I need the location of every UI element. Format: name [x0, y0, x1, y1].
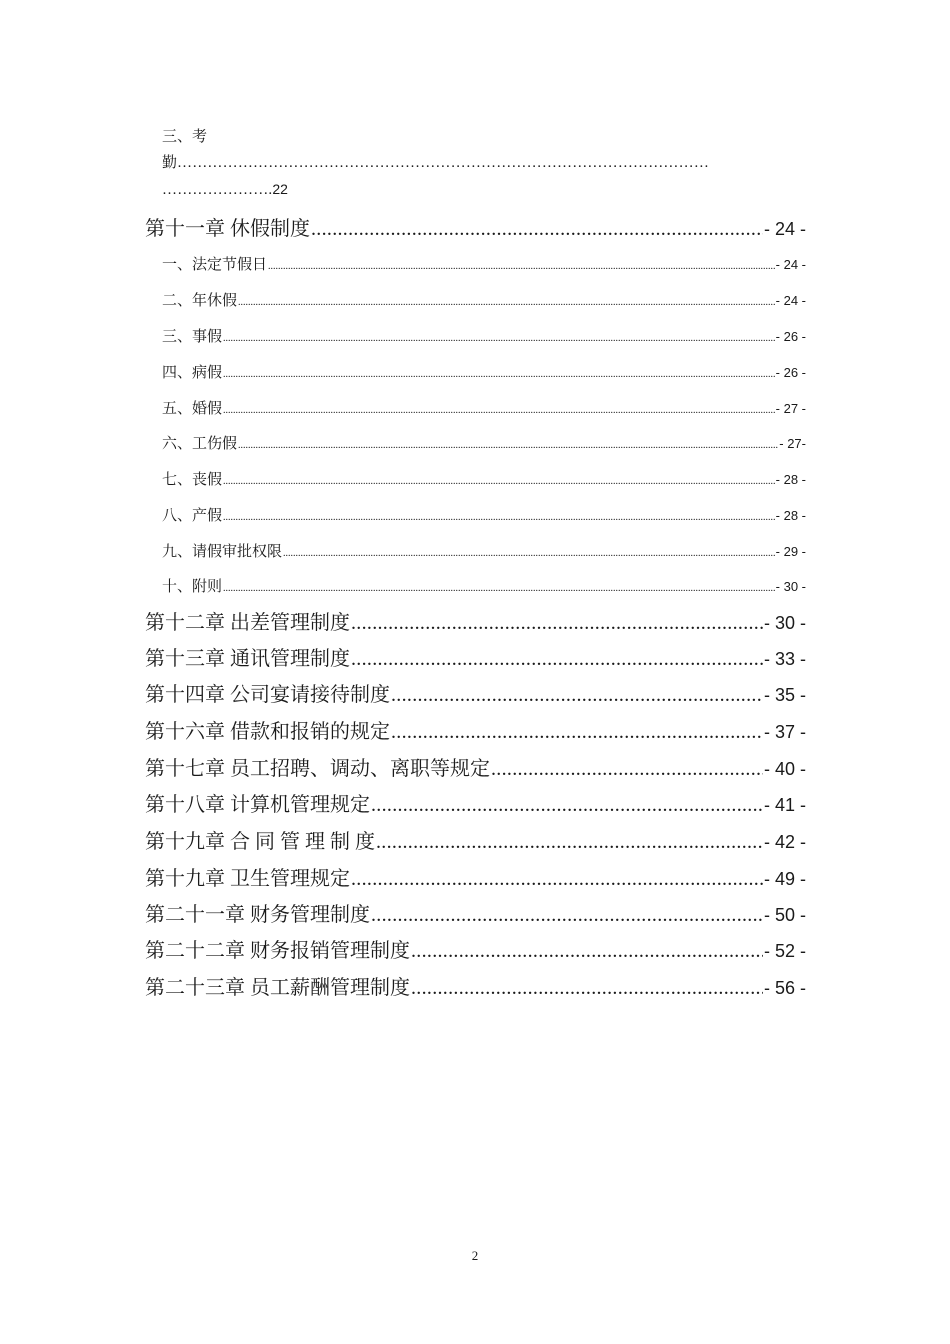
- toc-entry-label: 第十三章 通讯管理制度: [145, 648, 350, 670]
- toc-entry-line-3: [162, 176, 812, 202]
- toc-leader-dots: [376, 827, 763, 857]
- toc-entry[interactable]: [162, 540, 806, 564]
- toc-leader-dots: [351, 608, 763, 638]
- toc-page-number: - 33 -: [763, 649, 806, 669]
- toc-entry-label-start: 三、考: [162, 129, 208, 145]
- toc-entry-label: 第十一章 休假制度: [145, 218, 310, 240]
- toc-leader-dots: [391, 717, 763, 747]
- toc-entry[interactable]: [145, 936, 806, 966]
- toc-leader-dots: [238, 432, 778, 456]
- toc-entry-label: 第十九章 合 同 管 理 制 度: [145, 831, 375, 853]
- toc-entry[interactable]: [162, 253, 806, 277]
- toc-page-number: - 27 -: [775, 401, 806, 416]
- toc-leader-dots: [411, 936, 763, 966]
- toc-leader-dots: [351, 864, 763, 894]
- toc-leader-dots: [411, 973, 763, 1003]
- toc-page-number: - 35 -: [763, 685, 806, 705]
- toc-page-number: - 41 -: [763, 795, 806, 815]
- toc-leader-dots: [223, 504, 775, 528]
- toc-page-number: - 26 -: [775, 329, 806, 344]
- toc-leader-dots: [238, 289, 775, 313]
- toc-entry-label-end: 勤: [162, 155, 178, 171]
- toc-page-number: - 30 -: [763, 613, 806, 633]
- toc-entry-label: 第十二章 出差管理制度: [145, 612, 350, 634]
- toc-entry[interactable]: [145, 608, 806, 638]
- toc-entry[interactable]: [145, 644, 806, 674]
- toc-leader-dots: [283, 540, 775, 564]
- toc-leader-dots: [391, 680, 763, 710]
- toc-page-number: - 56 -: [763, 978, 806, 998]
- toc-page-number: - 28 -: [775, 508, 806, 523]
- toc-entry[interactable]: [145, 790, 806, 820]
- toc-page-number: - 24 -: [775, 293, 806, 308]
- toc-entry[interactable]: [162, 289, 806, 313]
- toc-entry-label: 第二十二章 财务报销管理制度: [145, 940, 410, 962]
- toc-entry[interactable]: [145, 973, 806, 1003]
- toc-entry[interactable]: [145, 864, 806, 894]
- toc-leader-dots: ……………………………………………………………………………………………: [177, 155, 710, 171]
- toc-page-number: - 28 -: [775, 472, 806, 487]
- toc-page-number: - 27-: [779, 436, 806, 451]
- toc-entry-label: 六、工伤假: [162, 436, 238, 452]
- toc-leader-dots: [223, 575, 775, 599]
- page-footer-number: 2: [471, 1248, 479, 1263]
- toc-entry[interactable]: [145, 214, 806, 244]
- toc-leader-dots: [223, 468, 775, 492]
- toc-entry-line-2: [162, 150, 812, 176]
- toc-entry[interactable]: [145, 827, 806, 857]
- toc-leader-dots: [223, 325, 775, 349]
- toc-entry-label: 八、产假: [162, 508, 223, 524]
- toc-leader-dots-continued: ………………….: [162, 182, 273, 198]
- toc-page-number: - 37 -: [763, 722, 806, 742]
- toc-page-number: - 24 -: [775, 257, 806, 272]
- toc-leader-dots: [371, 790, 763, 820]
- toc-entry-attendance[interactable]: [162, 124, 812, 202]
- toc-leader-dots: [311, 214, 763, 244]
- toc-entry[interactable]: [162, 575, 806, 599]
- toc-entry[interactable]: [162, 504, 806, 528]
- toc-page-number: 22: [272, 181, 288, 197]
- toc-entry-label: 四、病假: [162, 365, 223, 381]
- toc-leader-dots: [268, 253, 775, 277]
- toc-entry-line-1: [162, 124, 812, 150]
- toc-entry[interactable]: [162, 432, 806, 456]
- toc-entry-label: 第十四章 公司宴请接待制度: [145, 684, 390, 706]
- toc-leader-dots: [351, 644, 763, 674]
- toc-entry-label: 第十九章 卫生管理规定: [145, 868, 350, 890]
- toc-page-number: - 26 -: [775, 365, 806, 380]
- toc-entry-label: 第十八章 计算机管理规定: [145, 794, 370, 816]
- toc-page-number: - 24 -: [763, 219, 806, 239]
- toc-entry[interactable]: [162, 325, 806, 349]
- toc-leader-dots: [223, 397, 775, 421]
- toc-page-number: - 29 -: [775, 544, 806, 559]
- toc-entry-label: 七、丧假: [162, 472, 223, 488]
- toc-entry-label: 第十六章 借款和报销的规定: [145, 721, 390, 743]
- toc-entry[interactable]: [145, 680, 806, 710]
- toc-entry[interactable]: [162, 397, 806, 421]
- toc-entry-label: 第二十一章 财务管理制度: [145, 904, 370, 926]
- toc-entry-label: 九、请假审批权限: [162, 544, 283, 560]
- toc-page-number: - 49 -: [763, 869, 806, 889]
- toc-entry[interactable]: [145, 717, 806, 747]
- toc-entry-label: 五、婚假: [162, 401, 223, 417]
- toc-entry-label: 第二十三章 员工薪酬管理制度: [145, 977, 410, 999]
- toc-page-number: - 40 -: [763, 759, 806, 779]
- toc-page-number: - 50 -: [763, 905, 806, 925]
- toc-entry-label: 三、事假: [162, 329, 223, 345]
- toc-page-number: - 52 -: [763, 941, 806, 961]
- toc-leader-dots: [371, 900, 763, 930]
- toc-entry-label: 第十七章 员工招聘、调动、离职等规定: [145, 758, 490, 780]
- toc-page-number: - 30 -: [775, 579, 806, 594]
- toc-entry[interactable]: [145, 900, 806, 930]
- toc-page-number: - 42 -: [763, 832, 806, 852]
- toc-leader-dots: [491, 754, 763, 784]
- toc-entry[interactable]: [145, 754, 806, 784]
- toc-leader-dots: [223, 361, 775, 385]
- toc-entry-label: 二、年休假: [162, 293, 238, 309]
- toc-entry[interactable]: [162, 361, 806, 385]
- toc-entry-label: 一、法定节假日: [162, 257, 268, 273]
- toc-entry-label: 十、附则: [162, 579, 223, 595]
- toc-entry[interactable]: [162, 468, 806, 492]
